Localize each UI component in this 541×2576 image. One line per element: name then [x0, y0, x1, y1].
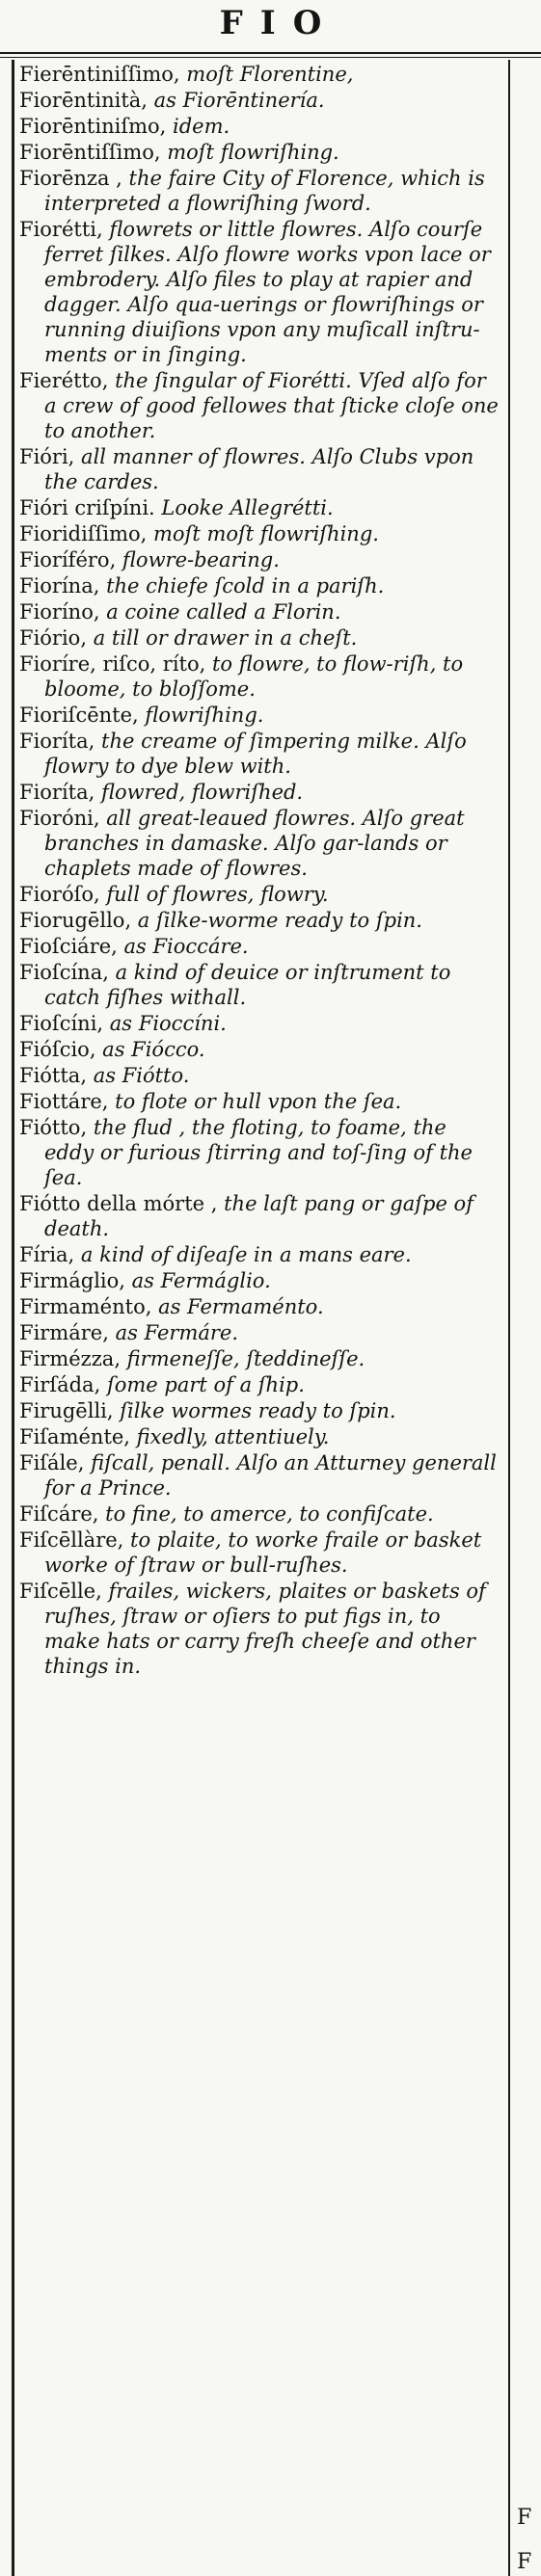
headword: Fiſále, [19, 1451, 85, 1474]
definition: flowriſhing. [138, 704, 264, 727]
dictionary-entry [19, 140, 501, 165]
page-header [0, 0, 541, 46]
definition: as Fermáre. [108, 1321, 239, 1344]
headword: Fiorēntinità, [19, 89, 148, 112]
headword: Fióri, [19, 445, 75, 468]
definition: the faire City of Florence, which is interpreted a flowriſhing ſword. [44, 167, 485, 215]
headword: Fiótto, [19, 1116, 88, 1139]
definition: to fine, to amerce, to confiſcate. [98, 1502, 434, 1526]
dictionary-entry [19, 599, 501, 624]
definition: as Fiócco. [95, 1038, 205, 1061]
definition: moſt moſt flowriſhing. [147, 522, 379, 545]
headword: Fioróni, [19, 807, 100, 830]
dictionary-entry [19, 1320, 501, 1345]
headword: Fiorína, [19, 574, 100, 598]
headword: Fioſcína, [19, 961, 109, 984]
dictionary-entry [19, 651, 501, 702]
dictionary-entry [19, 934, 501, 959]
definition: idem. [166, 115, 230, 138]
dictionary-entry [19, 1424, 501, 1449]
dictionary-entry [19, 1089, 501, 1114]
definition: ſilke wormes ready to ſpin. [113, 1399, 396, 1422]
definition: full of flowres, flowry. [99, 883, 329, 906]
dictionary-entry [19, 1242, 501, 1267]
definition: the creame of ſimpering milke. Alſo flowry to dye blew with. [44, 730, 467, 778]
definition: as Fiótto. [87, 1064, 190, 1087]
page-title: FIO [219, 4, 339, 42]
headword: Fioſciáre, [19, 935, 118, 958]
dictionary-entry [19, 1450, 501, 1500]
definition: the chiefe ſcold in a pariſh. [99, 574, 385, 598]
dictionary-entry [19, 780, 501, 805]
definition: frailes, wickers, plaites or baskets of ruſhes, ſtraw or oſiers to put figs in, to make hats or carry freſh cheeſe and other things in. [44, 1580, 486, 1678]
dictionary-entry [19, 1011, 501, 1036]
dictionary-entry [19, 547, 501, 572]
definition: to flowre, to flow-riſh, to bloome, to bloſſome. [44, 652, 464, 701]
headword: Fiorēntiſſimo, [19, 141, 161, 164]
definition: a kind of diſeaſe in a mans eare. [74, 1243, 412, 1266]
headword: Fioríta, [19, 730, 95, 753]
definition: as Fermaménto. [151, 1295, 324, 1318]
headword: Fiſcáre, [19, 1502, 99, 1526]
headword: Fiório, [19, 626, 88, 650]
headword: Fiſcēlle, [19, 1580, 102, 1603]
margin-fragment: F [517, 2506, 532, 2530]
headword: Fioríta, [19, 781, 95, 804]
top-rule-thin [0, 57, 541, 58]
headword: Fiótto della mórte , [19, 1192, 218, 1215]
headword: Firugēlli, [19, 1399, 114, 1422]
definition: all manner of flowres. Alſo Clubs vpon the cardes. [44, 445, 474, 493]
definition: as Fioccíni. [103, 1012, 227, 1035]
headword: Fiſcēllàre, [19, 1528, 124, 1552]
dictionary-entry [19, 495, 501, 520]
dictionary-entry [19, 908, 501, 933]
dictionary-entry [19, 88, 501, 113]
definition: the ſingular of Fiorétti. Vſed alſo for a crew of good fellowes that ſticke cloſe one to another. [44, 369, 499, 442]
definition: ſome part of a ſhip. [100, 1373, 305, 1396]
headword: Fierēntiniſſimo, [19, 63, 180, 86]
headword: Fioríre, riſco, ríto, [19, 652, 206, 676]
margin-fragment: F [517, 2550, 532, 2574]
definition: a till or drawer in a cheſt. [87, 626, 358, 650]
dictionary-entry [19, 1527, 501, 1578]
definition: all great-leaued flowres. Alſo great branches in damaske. Alſo gar-lands or chaplets made of flowres. [44, 807, 465, 880]
definition: flowrets or little flowres. Alſo courſe ferret ſilkes. Alſo flowre works vpon lace or embrodery. Alſo files to play at rapier and dagger. Alſo qua-uerings or flowriſhings or running diuiſions vpon any muſicall inſtru-ments or in ſinging. [44, 218, 491, 366]
headword: Fiorugēllo, [19, 909, 132, 932]
dictionary-entry [19, 62, 501, 87]
dictionary-entry [19, 1346, 501, 1371]
definition: moſt flowriſhing. [160, 141, 339, 164]
dictionary-entry [19, 806, 501, 881]
dictionary-entry [19, 573, 501, 598]
definition: fixedly, attentiuely. [130, 1425, 330, 1448]
dictionary-entry [19, 1579, 501, 1679]
dictionary-entry [19, 368, 501, 443]
headword: Fioridiſſimo, [19, 522, 148, 545]
headword: Fiorēntiniſmo, [19, 115, 167, 138]
definition: a ſilke-worme ready to ſpin. [131, 909, 422, 932]
dictionary-entry [19, 166, 501, 216]
definition: as Fiorēntinería. [147, 89, 325, 112]
dictionary-entry [19, 1501, 501, 1527]
headword: Fíria, [19, 1243, 75, 1266]
headword: Fioriſcēnte, [19, 704, 139, 727]
dictionary-entry [19, 1294, 501, 1319]
dictionary-entry [19, 703, 501, 728]
dictionary-entry [19, 960, 501, 1010]
headword: Firmáglio, [19, 1269, 125, 1292]
definition: a coine called a Florin. [99, 600, 341, 624]
headword: Fioríno, [19, 600, 100, 624]
definition: as Fioccáre. [117, 935, 249, 958]
headword: Firmáre, [19, 1321, 109, 1344]
headword: Fiorēnza , [19, 167, 122, 190]
headword: Firſáda, [19, 1373, 101, 1396]
definition: to flote or hull vpon the ſea. [108, 1090, 402, 1113]
definition: the laſt pang or gaſpe of death. [44, 1192, 473, 1240]
definition: flowre-bearing. [116, 548, 280, 571]
dictionary-entry [19, 1191, 501, 1241]
definition: as Fermáglio. [124, 1269, 271, 1292]
definition: Looke Allegrétti. [154, 496, 334, 519]
dictionary-entry [19, 1268, 501, 1293]
definition: firmeneſſe, ſteddineſſe. [121, 1347, 365, 1370]
headword: Fioróſo, [19, 883, 100, 906]
headword: Firmézza, [19, 1347, 121, 1370]
dictionary-entry [19, 217, 501, 367]
headword: Fiſaménte, [19, 1425, 130, 1448]
headword: Fiótta, [19, 1064, 88, 1087]
headword: Fioríféro, [19, 548, 117, 571]
column-rule-right [508, 60, 510, 2576]
headword: Fierétto, [19, 369, 109, 392]
dictionary-entry [19, 1372, 501, 1397]
headword: Fióſcio, [19, 1038, 96, 1061]
headword: Fióri criſpíni. [19, 496, 155, 519]
dictionary-entry [19, 1115, 501, 1190]
dictionary-entry [19, 1037, 501, 1062]
definition: moſt Florentine, [179, 63, 354, 86]
definition: a kind of deuice or inſtrument to catch fiſhes withall. [44, 961, 451, 1009]
definition: to plaite, to worke fraile or basket worke of ſtraw or bull-ruſhes. [44, 1528, 482, 1577]
dictionary-entry [19, 882, 501, 907]
headword: Fiottáre, [19, 1090, 109, 1113]
dictionary-entry [19, 521, 501, 546]
headword: Fiorétti, [19, 218, 103, 241]
column-rule-left [12, 60, 14, 2576]
dictionary-column [19, 62, 501, 1680]
top-rule [0, 52, 541, 54]
definition: fiſcall, penall. Alſo an Atturney generall for a Prince. [44, 1451, 497, 1500]
dictionary-entry [19, 625, 501, 651]
dictionary-entry [19, 444, 501, 494]
dictionary-entry [19, 114, 501, 139]
dictionary-entry [19, 729, 501, 779]
definition: the flud , the floting, to foame, the eddy or furious ſtirring and toſ-ſing of the ſea. [44, 1116, 473, 1189]
headword: Fioſcíni, [19, 1012, 104, 1035]
dictionary-entry [19, 1063, 501, 1088]
definition: flowred, flowriſhed. [95, 781, 304, 804]
dictionary-entry [19, 1398, 501, 1423]
headword: Firmaménto, [19, 1295, 152, 1318]
